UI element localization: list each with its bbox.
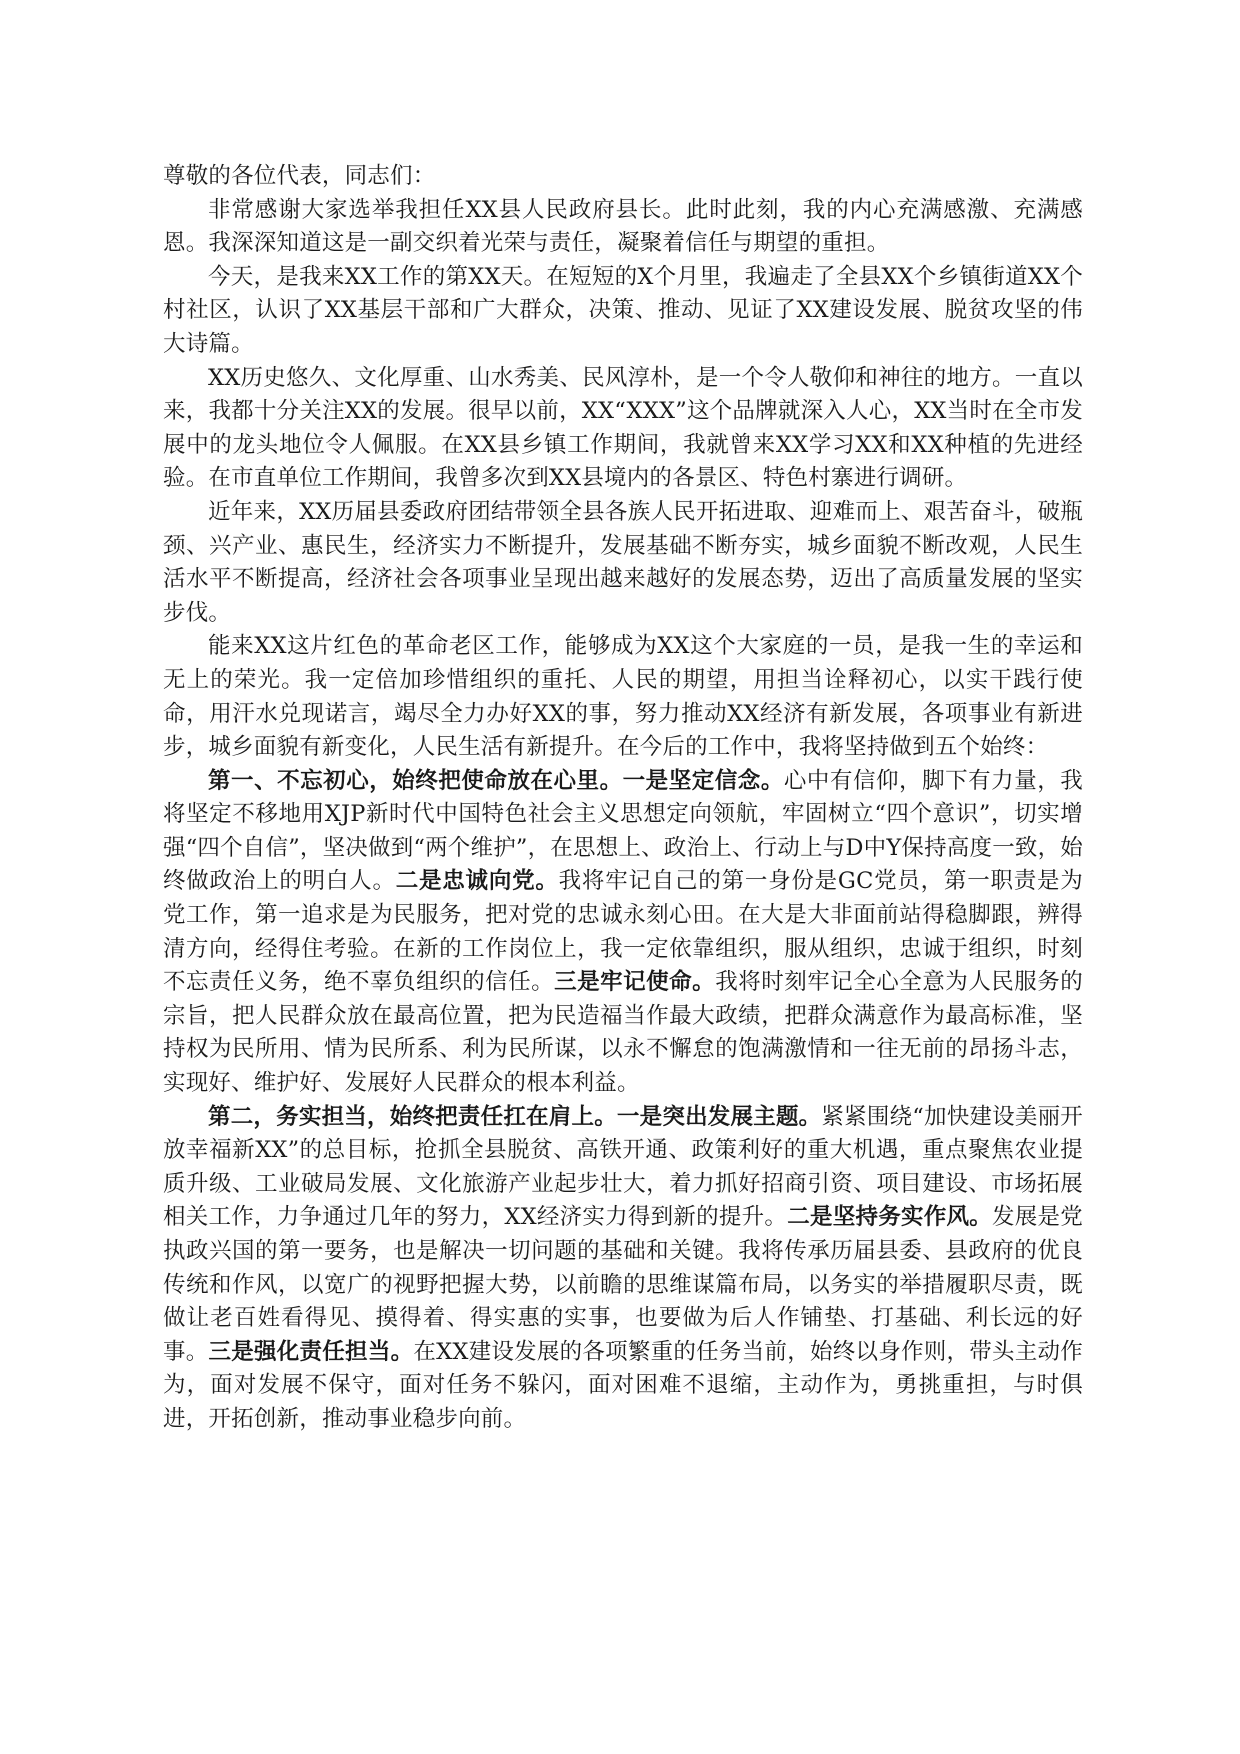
section-two-item2-title: 二是坚持务实作风。: [787, 1204, 993, 1231]
section-two-item1-text: 紧紧围绕“加快建设美丽开放幸福新XX”的总目标，抢抓全县脱贫、高铁开通、政策利好的重大机遇，重点聚焦农业提质升级、工业破局发展、文化旅游产业起步壮大，着力抓好招商引资、项目建设、市场拓展相关工作，力争通过几年的努力，XX经济实力得到新的提升。: [163, 1103, 1083, 1231]
speech-body: [163, 160, 1083, 1437]
salutation: 尊敬的各位代表，同志们：: [163, 163, 436, 189]
section-two-heading: 第二，务实担当，始终把责任扛在肩上。: [208, 1103, 617, 1130]
section-one-item2-text: 我将牢记自己的第一身份是GC党员，第一职责是为党工作，第一追求是为民服务，把对党的忠诚永刻心田。在大是大非面前站得稳脚跟，辨得清方向，经得住考验。在新的工作岗位上，我一定依靠组织，服从组织，忠诚于组织，时刻不忘责任义务，绝不辜负组织的信任。: [163, 868, 1083, 996]
paragraph-recent-years: 近年来，XX历届县委政府团结带领全县各族人民开拓进取、迎难而上、艰苦奋斗，破瓶颈、兴产业、惠民生，经济实力不断提升，发展基础不断夯实，城乡面貌不断改观，人民生活水平不断提高，经济社会各项事业呈现出越来越好的发展态势，迈出了高质量发展的坚实步伐。: [163, 498, 1083, 626]
section-two-item3-text: 在XX建设发展的各项繁重的任务当前，始终以身作则，带头主动作为，面对发展不保守，面对任务不躲闪，面对困难不退缩，主动作为，勇挑重担，与时俱进，开拓创新，推动事业稳步向前。: [163, 1338, 1083, 1432]
section-one-item1-title: 一是坚定信念。: [622, 767, 784, 794]
paragraph-work-days: 今天，是我来XX工作的第XX天。在短短的X个月里，我遍走了全县XX个乡镇街道XX个村社区，认识了XX基层干部和广大群众，决策、推动、见证了XX建设发展、脱贫攻坚的伟大诗篇。: [163, 263, 1083, 357]
section-one: [163, 765, 1083, 1101]
section-one-item1-text: 心中有信仰，脚下有力量，我将坚定不移地用XJP新时代中国特色社会主义思想定向领航，牢固树立“四个意识”，切实增强“四个自信”，坚决做到“两个维护”，在思想上、政治上、行动上与D中Y保持高度一致，始终做政治上的明白人。: [163, 767, 1084, 895]
section-one-item2-title: 二是忠诚向党。: [395, 868, 559, 895]
section-two-item1-title: 一是突出发展主题。: [616, 1103, 822, 1130]
paragraph-thanks: 非常感谢大家选举我担任XX县人民政府县长。此时此刻，我的内心充满感激、充满感恩。我深深知道这是一副交织着光荣与责任，凝聚着信任与期望的重担。: [163, 196, 1083, 257]
section-two: [163, 1101, 1083, 1437]
paragraph-history: XX历史悠久、文化厚重、山水秀美、民风淳朴，是一个令人敬仰和神往的地方。一直以来，我都十分关注XX的发展。很早以前，XX“XXX”这个品牌就深入人心，XX当时在全市发展中的龙头地位令人佩服。在XX县乡镇工作期间，我就曾来XX学习XX和XX种植的先进经验。在市直单位工作期间，我曾多次到XX县境内的各景区、特色村寨进行调研。: [163, 364, 1083, 492]
section-one-item3-text: 我将时刻牢记全心全意为人民服务的宗旨，把人民群众放在最高位置，把为民造福当作最大政绩，把群众满意作为最高标准，坚持权为民所用、情为民所系、利为民所谋，以永不懈怠的饱满激情和一往无前的昂扬斗志，实现好、维护好、发展好人民群众的根本利益。: [163, 969, 1083, 1097]
paragraph-commitment: 能来XX这片红色的革命老区工作，能够成为XX这个大家庭的一员，是我一生的幸运和无上的荣光。我一定倍加珍惜组织的重托、人民的期望，用担当诠释初心，以实干践行使命，用汗水兑现诺言，竭尽全力办好XX的事，努力推动XX经济有新发展，各项事业有新进步，城乡面貌有新变化，人民生活有新提升。在今后的工作中，我将坚持做到五个始终：: [163, 633, 1083, 761]
section-two-item2-text: 发展是党执政兴国的第一要务，也是解决一切问题的基础和关键。我将传承历届县委、县政府的优良传统和作风，以宽广的视野把握大势，以前瞻的思维谋篇布局，以务实的举措履职尽责，既做让老百姓看得见、摸得着、得实惠的实事，也要做为后人作铺垫、打基础、利长远的好事。: [163, 1204, 1083, 1365]
section-two-item3-title: 三是强化责任担当。: [208, 1338, 414, 1365]
section-one-item3-title: 三是牢记使命。: [554, 969, 716, 996]
section-one-heading: 第一、不忘初心，始终把使命放在心里。: [208, 767, 623, 794]
